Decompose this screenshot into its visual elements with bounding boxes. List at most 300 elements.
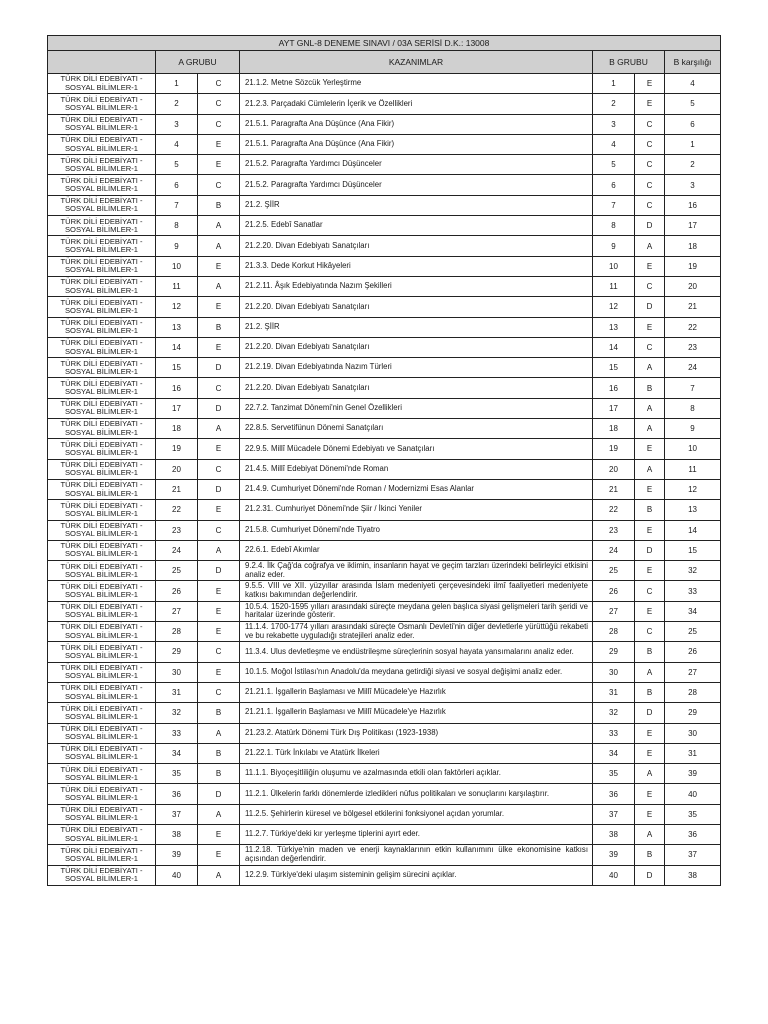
table-row: [48, 500, 721, 520]
a-number-cell: 24: [156, 540, 198, 560]
a-answer-cell: C: [198, 94, 240, 114]
b-number-cell: 10: [593, 256, 635, 276]
b-answer-cell: E: [635, 723, 665, 743]
b-answer-cell: A: [635, 236, 665, 256]
kazanim-cell: 21.5.1. Paragrafta Ana Düşünce (Ana Fikir): [240, 114, 593, 134]
a-number-cell: 38: [156, 824, 198, 844]
b-answer-cell: E: [635, 804, 665, 824]
a-number-cell: 35: [156, 764, 198, 784]
b-answer-cell: C: [635, 622, 665, 642]
b-number-cell: 23: [593, 520, 635, 540]
a-answer-cell: C: [198, 175, 240, 195]
ders-cell: TÜRK DİLİ EDEBİYATI - SOSYAL BİLİMLER-1: [48, 479, 156, 499]
b-equivalent-cell: 8: [665, 398, 721, 418]
b-number-cell: 7: [593, 195, 635, 215]
table-row: [48, 540, 721, 560]
a-answer-cell: D: [198, 398, 240, 418]
kazanim-cell: 11.1.4. 1700-1774 yılları arasındaki süreçte Osmanlı Devleti'nin diğer devletlerle yürüttüğü rekabeti ve bu rekabette uyguladığı stratejileri analiz eder.: [240, 622, 593, 642]
ders-cell: TÜRK DİLİ EDEBİYATI - SOSYAL BİLİMLER-1: [48, 682, 156, 702]
table-row: [48, 682, 721, 702]
b-equivalent-cell: 19: [665, 256, 721, 276]
ders-cell: TÜRK DİLİ EDEBİYATI - SOSYAL BİLİMLER-1: [48, 865, 156, 885]
b-answer-cell: C: [635, 276, 665, 296]
ders-cell: TÜRK DİLİ EDEBİYATI - SOSYAL BİLİMLER-1: [48, 216, 156, 236]
b-equivalent-cell: 3: [665, 175, 721, 195]
ders-cell: TÜRK DİLİ EDEBİYATI - SOSYAL BİLİMLER-1: [48, 317, 156, 337]
kazanim-cell: 21.23.2. Atatürk Dönemi Türk Dış Politikası (1923-1938): [240, 723, 593, 743]
kazanim-cell: 11.2.18. Türkiye'nin maden ve enerji kaynaklarının etkin kullanımını ülke ekonomisine katkısı açısından değerlendirir.: [240, 845, 593, 865]
ders-cell: TÜRK DİLİ EDEBİYATI - SOSYAL BİLİMLER-1: [48, 764, 156, 784]
a-number-cell: 15: [156, 358, 198, 378]
table-row: [48, 74, 721, 94]
a-number-cell: 40: [156, 865, 198, 885]
ders-cell: TÜRK DİLİ EDEBİYATI - SOSYAL BİLİMLER-1: [48, 74, 156, 94]
b-answer-cell: A: [635, 398, 665, 418]
a-number-cell: 1: [156, 74, 198, 94]
table-row: [48, 703, 721, 723]
b-answer-cell: A: [635, 358, 665, 378]
ders-cell: TÜRK DİLİ EDEBİYATI - SOSYAL BİLİMLER-1: [48, 337, 156, 357]
ders-cell: TÜRK DİLİ EDEBİYATI - SOSYAL BİLİMLER-1: [48, 703, 156, 723]
a-answer-cell: A: [198, 276, 240, 296]
b-equivalent-cell: 31: [665, 743, 721, 763]
a-number-cell: 17: [156, 398, 198, 418]
b-number-cell: 40: [593, 865, 635, 885]
ders-cell: TÜRK DİLİ EDEBİYATI - SOSYAL BİLİMLER-1: [48, 500, 156, 520]
ders-cell: TÜRK DİLİ EDEBİYATI - SOSYAL BİLİMLER-1: [48, 114, 156, 134]
a-answer-cell: D: [198, 479, 240, 499]
b-equivalent-cell: 17: [665, 216, 721, 236]
a-number-cell: 8: [156, 216, 198, 236]
b-equivalent-cell: 4: [665, 74, 721, 94]
ders-cell: TÜRK DİLİ EDEBİYATI - SOSYAL BİLİMLER-1: [48, 398, 156, 418]
b-equivalent-cell: 38: [665, 865, 721, 885]
b-answer-cell: E: [635, 561, 665, 581]
kazanim-cell: 21.5.1. Paragrafta Ana Düşünce (Ana Fikir): [240, 134, 593, 154]
kazanim-cell: 21.22.1. Türk İnkılabı ve Atatürk İlkeleri: [240, 743, 593, 763]
b-equivalent-cell: 32: [665, 561, 721, 581]
b-equivalent-cell: 21: [665, 297, 721, 317]
ders-cell: TÜRK DİLİ EDEBİYATI - SOSYAL BİLİMLER-1: [48, 378, 156, 398]
a-number-cell: 37: [156, 804, 198, 824]
kazanim-cell: 11.2.7. Türkiye'deki kır yerleşme tiplerini ayırt eder.: [240, 824, 593, 844]
a-number-cell: 33: [156, 723, 198, 743]
b-number-cell: 22: [593, 500, 635, 520]
kazanim-cell: 21.2.11. Âşık Edebiyatında Nazım Şekilleri: [240, 276, 593, 296]
a-number-cell: 30: [156, 662, 198, 682]
a-number-cell: 23: [156, 520, 198, 540]
ders-cell: TÜRK DİLİ EDEBİYATI - SOSYAL BİLİMLER-1: [48, 175, 156, 195]
b-answer-cell: D: [635, 297, 665, 317]
b-number-cell: 18: [593, 419, 635, 439]
b-number-cell: 25: [593, 561, 635, 581]
a-answer-cell: A: [198, 216, 240, 236]
kazanim-cell: 11.3.4. Ulus devletleşme ve endüstrileşme süreçlerinin sosyal hayata yansımalarını analiz eder.: [240, 642, 593, 662]
b-number-cell: 24: [593, 540, 635, 560]
table-row: [48, 276, 721, 296]
sheet-title: AYT GNL-8 DENEME SINAVI / 03A SERİSİ D.K.: 13008: [48, 36, 721, 51]
b-equivalent-cell: 14: [665, 520, 721, 540]
a-answer-cell: C: [198, 520, 240, 540]
a-answer-cell: A: [198, 236, 240, 256]
a-answer-cell: D: [198, 784, 240, 804]
a-answer-cell: C: [198, 642, 240, 662]
b-equivalent-cell: 40: [665, 784, 721, 804]
a-number-cell: 29: [156, 642, 198, 662]
table-row: [48, 520, 721, 540]
a-number-cell: 13: [156, 317, 198, 337]
a-number-cell: 32: [156, 703, 198, 723]
b-answer-cell: A: [635, 764, 665, 784]
a-number-cell: 4: [156, 134, 198, 154]
ders-cell: TÜRK DİLİ EDEBİYATI - SOSYAL BİLİMLER-1: [48, 236, 156, 256]
header-b-karsiligi: B karşılığı: [665, 51, 721, 74]
ders-cell: TÜRK DİLİ EDEBİYATI - SOSYAL BİLİMLER-1: [48, 642, 156, 662]
b-equivalent-cell: 24: [665, 358, 721, 378]
kazanim-cell: 21.21.1. İşgallerin Başlaması ve Millî Mücadele'ye Hazırlık: [240, 682, 593, 702]
a-number-cell: 2: [156, 94, 198, 114]
table-row: [48, 479, 721, 499]
b-answer-cell: E: [635, 743, 665, 763]
kazanim-cell: 21.2.20. Divan Edebiyatı Sanatçıları: [240, 297, 593, 317]
a-number-cell: 34: [156, 743, 198, 763]
ders-cell: TÜRK DİLİ EDEBİYATI - SOSYAL BİLİMLER-1: [48, 662, 156, 682]
kazanim-cell: 21.2.19. Divan Edebiyatında Nazım Türleri: [240, 358, 593, 378]
ders-cell: TÜRK DİLİ EDEBİYATI - SOSYAL BİLİMLER-1: [48, 459, 156, 479]
kazanim-cell: 21.4.9. Cumhuriyet Dönemi'nde Roman / Modernizmi Esas Alanlar: [240, 479, 593, 499]
a-number-cell: 18: [156, 419, 198, 439]
b-answer-cell: C: [635, 337, 665, 357]
a-answer-cell: B: [198, 703, 240, 723]
b-number-cell: 14: [593, 337, 635, 357]
b-answer-cell: B: [635, 642, 665, 662]
b-number-cell: 12: [593, 297, 635, 317]
b-answer-cell: E: [635, 317, 665, 337]
table-row: [48, 743, 721, 763]
a-number-cell: 12: [156, 297, 198, 317]
table-row: [48, 824, 721, 844]
a-number-cell: 27: [156, 601, 198, 621]
b-equivalent-cell: 28: [665, 682, 721, 702]
a-answer-cell: C: [198, 74, 240, 94]
table-row: [48, 358, 721, 378]
b-answer-cell: C: [635, 155, 665, 175]
table-row: [48, 337, 721, 357]
b-answer-cell: C: [635, 195, 665, 215]
table-row: [48, 784, 721, 804]
table-row: [48, 94, 721, 114]
b-number-cell: 17: [593, 398, 635, 418]
b-number-cell: 13: [593, 317, 635, 337]
table-row: [48, 419, 721, 439]
table-row: [48, 134, 721, 154]
kazanim-cell: 21.1.2. Metne Sözcük Yerleştirme: [240, 74, 593, 94]
b-number-cell: 39: [593, 845, 635, 865]
a-number-cell: 31: [156, 682, 198, 702]
a-number-cell: 3: [156, 114, 198, 134]
a-answer-cell: A: [198, 419, 240, 439]
b-number-cell: 28: [593, 622, 635, 642]
ders-cell: TÜRK DİLİ EDEBİYATI - SOSYAL BİLİMLER-1: [48, 561, 156, 581]
b-equivalent-cell: 12: [665, 479, 721, 499]
b-equivalent-cell: 30: [665, 723, 721, 743]
b-number-cell: 26: [593, 581, 635, 601]
a-answer-cell: D: [198, 561, 240, 581]
ders-cell: TÜRK DİLİ EDEBİYATI - SOSYAL BİLİMLER-1: [48, 601, 156, 621]
ders-cell: TÜRK DİLİ EDEBİYATI - SOSYAL BİLİMLER-1: [48, 824, 156, 844]
a-number-cell: 20: [156, 459, 198, 479]
ders-cell: TÜRK DİLİ EDEBİYATI - SOSYAL BİLİMLER-1: [48, 419, 156, 439]
table-row: [48, 662, 721, 682]
a-answer-cell: E: [198, 500, 240, 520]
b-answer-cell: D: [635, 703, 665, 723]
ders-cell: TÜRK DİLİ EDEBİYATI - SOSYAL BİLİMLER-1: [48, 723, 156, 743]
ders-cell: TÜRK DİLİ EDEBİYATI - SOSYAL BİLİMLER-1: [48, 256, 156, 276]
kazanim-cell: 21.21.1. İşgallerin Başlaması ve Millî Mücadele'ye Hazırlık: [240, 703, 593, 723]
b-number-cell: 37: [593, 804, 635, 824]
b-number-cell: 19: [593, 439, 635, 459]
a-number-cell: 21: [156, 479, 198, 499]
ders-cell: TÜRK DİLİ EDEBİYATI - SOSYAL BİLİMLER-1: [48, 581, 156, 601]
b-answer-cell: E: [635, 94, 665, 114]
kazanim-cell: 9.5.5. VIII ve XII. yüzyıllar arasında İslam medeniyeti çerçevesindeki ilmî faaliyetleri medeniyete katkısı bakımından değerlendirir.: [240, 581, 593, 601]
a-answer-cell: E: [198, 155, 240, 175]
b-equivalent-cell: 11: [665, 459, 721, 479]
table-row: [48, 195, 721, 215]
table-row: [48, 378, 721, 398]
table-row: [48, 845, 721, 865]
kazanim-cell: 21.2. ŞİİR: [240, 195, 593, 215]
a-answer-cell: E: [198, 439, 240, 459]
a-answer-cell: E: [198, 622, 240, 642]
b-number-cell: 6: [593, 175, 635, 195]
b-equivalent-cell: 5: [665, 94, 721, 114]
b-equivalent-cell: 33: [665, 581, 721, 601]
ders-cell: TÜRK DİLİ EDEBİYATI - SOSYAL BİLİMLER-1: [48, 804, 156, 824]
header-a-grubu: A GRUBU: [156, 51, 240, 74]
ders-cell: TÜRK DİLİ EDEBİYATI - SOSYAL BİLİMLER-1: [48, 784, 156, 804]
a-number-cell: 22: [156, 500, 198, 520]
title-row: [48, 36, 721, 51]
a-number-cell: 36: [156, 784, 198, 804]
a-answer-cell: E: [198, 824, 240, 844]
ders-cell: TÜRK DİLİ EDEBİYATI - SOSYAL BİLİMLER-1: [48, 134, 156, 154]
b-number-cell: 20: [593, 459, 635, 479]
table-row: [48, 175, 721, 195]
a-answer-cell: B: [198, 195, 240, 215]
b-equivalent-cell: 15: [665, 540, 721, 560]
b-number-cell: 1: [593, 74, 635, 94]
b-answer-cell: A: [635, 662, 665, 682]
b-equivalent-cell: 16: [665, 195, 721, 215]
a-number-cell: 6: [156, 175, 198, 195]
b-answer-cell: B: [635, 378, 665, 398]
a-number-cell: 9: [156, 236, 198, 256]
b-answer-cell: C: [635, 581, 665, 601]
a-number-cell: 11: [156, 276, 198, 296]
b-answer-cell: E: [635, 439, 665, 459]
ders-cell: TÜRK DİLİ EDEBİYATI - SOSYAL BİLİMLER-1: [48, 94, 156, 114]
kazanim-cell: 9.2.4. İlk Çağ'da coğrafya ve iklimin, insanların hayat ve geçim tarzları üzerindeki belirleyici etkisini analiz eder.: [240, 561, 593, 581]
table-row: [48, 804, 721, 824]
a-answer-cell: E: [198, 134, 240, 154]
kazanim-cell: 22.9.5. Millî Mücadele Dönemi Edebiyatı ve Sanatçıları: [240, 439, 593, 459]
table-row: [48, 622, 721, 642]
a-number-cell: 5: [156, 155, 198, 175]
b-number-cell: 9: [593, 236, 635, 256]
table-row: [48, 114, 721, 134]
a-answer-cell: E: [198, 256, 240, 276]
a-answer-cell: A: [198, 804, 240, 824]
b-answer-cell: D: [635, 216, 665, 236]
b-equivalent-cell: 35: [665, 804, 721, 824]
b-number-cell: 34: [593, 743, 635, 763]
b-answer-cell: E: [635, 479, 665, 499]
b-equivalent-cell: 18: [665, 236, 721, 256]
kazanim-cell: 21.2.5. Edebî Sanatlar: [240, 216, 593, 236]
b-equivalent-cell: 27: [665, 662, 721, 682]
table-row: [48, 155, 721, 175]
b-equivalent-cell: 36: [665, 824, 721, 844]
kazanim-cell: 21.2.20. Divan Edebiyatı Sanatçıları: [240, 236, 593, 256]
b-answer-cell: B: [635, 500, 665, 520]
ders-cell: TÜRK DİLİ EDEBİYATI - SOSYAL BİLİMLER-1: [48, 743, 156, 763]
header-ders: [48, 51, 156, 74]
b-answer-cell: E: [635, 520, 665, 540]
b-equivalent-cell: 13: [665, 500, 721, 520]
b-equivalent-cell: 23: [665, 337, 721, 357]
ders-cell: TÜRK DİLİ EDEBİYATI - SOSYAL BİLİMLER-1: [48, 622, 156, 642]
header-row: [48, 51, 721, 74]
b-number-cell: 27: [593, 601, 635, 621]
kazanim-cell: 21.3.3. Dede Korkut Hikâyeleri: [240, 256, 593, 276]
header-b-grubu: B GRUBU: [593, 51, 665, 74]
b-answer-cell: E: [635, 256, 665, 276]
kazanim-cell: 21.2. ŞİİR: [240, 317, 593, 337]
table-row: [48, 459, 721, 479]
kazanim-cell: 12.2.9. Türkiye'deki ulaşım sisteminin gelişim sürecini açıklar.: [240, 865, 593, 885]
b-equivalent-cell: 22: [665, 317, 721, 337]
b-equivalent-cell: 7: [665, 378, 721, 398]
b-answer-cell: A: [635, 824, 665, 844]
a-number-cell: 28: [156, 622, 198, 642]
a-answer-cell: E: [198, 581, 240, 601]
b-number-cell: 35: [593, 764, 635, 784]
a-answer-cell: E: [198, 662, 240, 682]
b-answer-cell: D: [635, 865, 665, 885]
table-row: [48, 236, 721, 256]
b-equivalent-cell: 6: [665, 114, 721, 134]
b-equivalent-cell: 29: [665, 703, 721, 723]
b-answer-cell: E: [635, 74, 665, 94]
b-answer-cell: C: [635, 175, 665, 195]
b-answer-cell: B: [635, 682, 665, 702]
table-row: [48, 561, 721, 581]
a-number-cell: 14: [156, 337, 198, 357]
table-row: [48, 581, 721, 601]
b-answer-cell: A: [635, 459, 665, 479]
b-equivalent-cell: 26: [665, 642, 721, 662]
a-number-cell: 26: [156, 581, 198, 601]
a-answer-cell: B: [198, 317, 240, 337]
kazanim-cell: 21.2.31. Cumhuriyet Dönemi'nde Şiir / İkinci Yeniler: [240, 500, 593, 520]
b-answer-cell: C: [635, 134, 665, 154]
b-equivalent-cell: 37: [665, 845, 721, 865]
b-answer-cell: A: [635, 419, 665, 439]
kazanim-cell: 21.4.5. Millî Edebiyat Dönemi'nde Roman: [240, 459, 593, 479]
a-answer-cell: B: [198, 764, 240, 784]
b-number-cell: 11: [593, 276, 635, 296]
a-answer-cell: C: [198, 459, 240, 479]
b-number-cell: 36: [593, 784, 635, 804]
b-number-cell: 3: [593, 114, 635, 134]
ders-cell: TÜRK DİLİ EDEBİYATI - SOSYAL BİLİMLER-1: [48, 439, 156, 459]
kazanim-cell: 21.2.20. Divan Edebiyatı Sanatçıları: [240, 337, 593, 357]
table-row: [48, 439, 721, 459]
kazanim-cell: 21.2.20. Divan Edebiyatı Sanatçıları: [240, 378, 593, 398]
a-number-cell: 19: [156, 439, 198, 459]
b-answer-cell: B: [635, 845, 665, 865]
b-equivalent-cell: 9: [665, 419, 721, 439]
ders-cell: TÜRK DİLİ EDEBİYATI - SOSYAL BİLİMLER-1: [48, 155, 156, 175]
b-number-cell: 5: [593, 155, 635, 175]
ders-cell: TÜRK DİLİ EDEBİYATI - SOSYAL BİLİMLER-1: [48, 540, 156, 560]
b-answer-cell: E: [635, 601, 665, 621]
b-number-cell: 21: [593, 479, 635, 499]
b-equivalent-cell: 34: [665, 601, 721, 621]
b-equivalent-cell: 39: [665, 764, 721, 784]
b-equivalent-cell: 2: [665, 155, 721, 175]
a-number-cell: 39: [156, 845, 198, 865]
b-number-cell: 33: [593, 723, 635, 743]
a-number-cell: 7: [156, 195, 198, 215]
b-answer-cell: E: [635, 784, 665, 804]
kazanim-cell: 21.2.3. Parçadaki Cümlelerin İçerik ve Özellikleri: [240, 94, 593, 114]
b-number-cell: 29: [593, 642, 635, 662]
ders-cell: TÜRK DİLİ EDEBİYATI - SOSYAL BİLİMLER-1: [48, 276, 156, 296]
kazanim-cell: 22.8.5. Servetifünun Dönemi Sanatçıları: [240, 419, 593, 439]
a-number-cell: 10: [156, 256, 198, 276]
kazanim-cell: 21.5.2. Paragrafta Yardımcı Düşünceler: [240, 155, 593, 175]
kazanim-cell: 11.2.5. Şehirlerin küresel ve bölgesel etkilerini fonksiyonel açıdan yorumlar.: [240, 804, 593, 824]
kazanim-cell: 22.7.2. Tanzimat Dönemi'nin Genel Özellikleri: [240, 398, 593, 418]
a-answer-cell: E: [198, 337, 240, 357]
ders-cell: TÜRK DİLİ EDEBİYATI - SOSYAL BİLİMLER-1: [48, 520, 156, 540]
a-number-cell: 25: [156, 561, 198, 581]
kazanim-cell: 10.1.5. Moğol İstilası'nın Anadolu'da meydana getirdiği siyasi ve sosyal değişimi analiz eder.: [240, 662, 593, 682]
b-number-cell: 30: [593, 662, 635, 682]
kazanim-cell: 11.1.1. Biyoçeşitliliğin oluşumu ve azalmasında etkili olan faktörleri açıklar.: [240, 764, 593, 784]
b-number-cell: 32: [593, 703, 635, 723]
b-number-cell: 16: [593, 378, 635, 398]
a-answer-cell: E: [198, 297, 240, 317]
a-answer-cell: D: [198, 358, 240, 378]
table-row: [48, 723, 721, 743]
table-body: [48, 74, 721, 886]
ders-cell: TÜRK DİLİ EDEBİYATI - SOSYAL BİLİMLER-1: [48, 195, 156, 215]
ders-cell: TÜRK DİLİ EDEBİYATI - SOSYAL BİLİMLER-1: [48, 358, 156, 378]
table-row: [48, 216, 721, 236]
table-row: [48, 764, 721, 784]
kazanim-cell: 21.5.8. Cumhuriyet Dönemi'nde Tiyatro: [240, 520, 593, 540]
table-row: [48, 601, 721, 621]
table-row: [48, 642, 721, 662]
b-number-cell: 8: [593, 216, 635, 236]
a-answer-cell: C: [198, 682, 240, 702]
b-equivalent-cell: 10: [665, 439, 721, 459]
table-row: [48, 297, 721, 317]
kazanim-cell: 11.2.1. Ülkelerin farklı dönemlerde izledikleri nüfus politikaları ve sonuçlarını karşılaştırır.: [240, 784, 593, 804]
